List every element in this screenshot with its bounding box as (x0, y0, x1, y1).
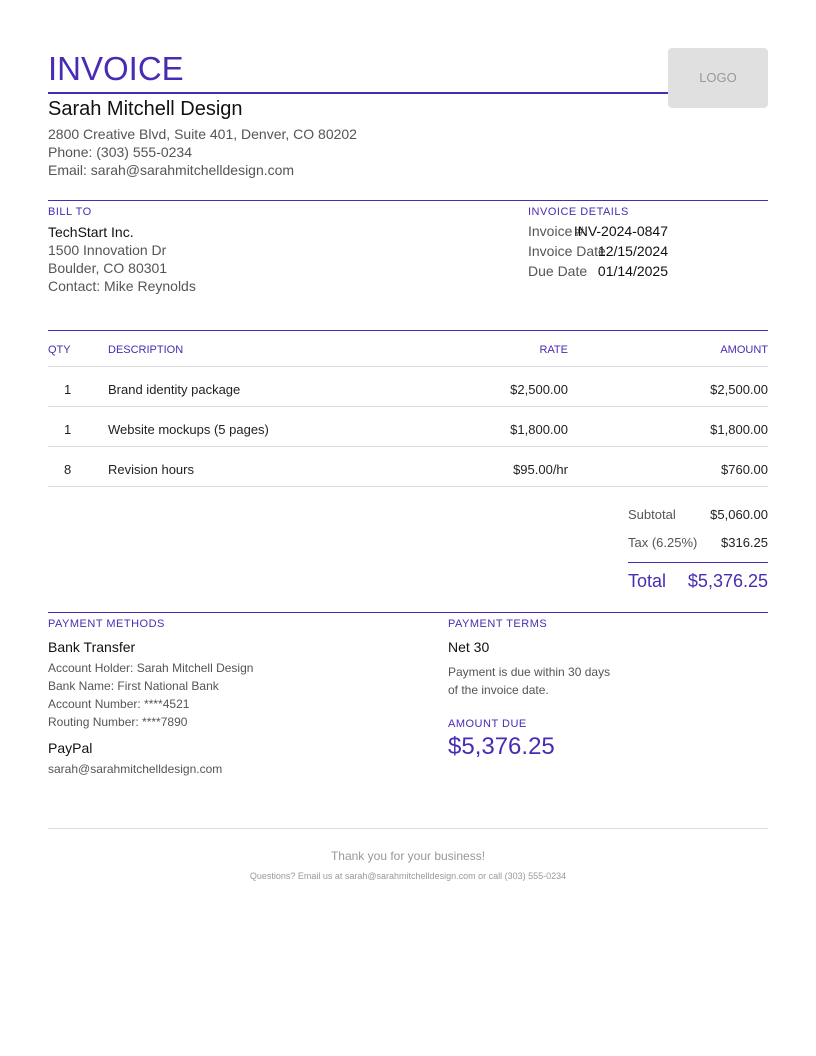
divider (48, 612, 768, 613)
terms-line-2: of the invoice date. (448, 683, 549, 697)
client-name: TechStart Inc. (48, 224, 134, 240)
client-contact: Contact: Mike Reynolds (48, 278, 196, 294)
bank-name: Bank Name: First National Bank (48, 679, 219, 693)
total-label: Total (628, 571, 667, 591)
footer-thanks: Thank you for your business! (330, 849, 486, 863)
paypal-title: PayPal (48, 740, 93, 756)
subtotal-value: $5,060.00 (710, 507, 768, 522)
account-holder: Account Holder: Sarah Mitchell Design (48, 661, 254, 675)
tax-label: Tax (6.25%) (628, 535, 698, 550)
footer-contact: Questions? Email us at sarah@sarahmitchelldesign.com or call (303) 555-0234 (249, 871, 567, 881)
footer-divider (48, 828, 768, 829)
company-name: Sarah Mitchell Design (48, 98, 243, 120)
total-divider (628, 562, 768, 563)
payment-terms-label: PAYMENT TERMS (448, 618, 548, 630)
payment-terms-title: Net 30 (448, 639, 490, 655)
client-address-1: 1500 Innovation Dr (48, 242, 167, 258)
table-row: 8 Revision hours $95.00/hr $760.00 (48, 447, 768, 487)
payment-methods-label: PAYMENT METHODS (48, 618, 165, 630)
invoice-title: INVOICE (48, 50, 184, 87)
subtotal-label: Subtotal (628, 507, 676, 522)
company-phone: Phone: (303) 555-0234 (48, 144, 192, 160)
tax-value: $316.25 (721, 535, 768, 550)
terms-line-1: Payment is due within 30 days (448, 665, 611, 679)
table-row: 1 Brand identity package $2,500.00 $2,500.00 (48, 367, 768, 407)
amount-due-value: $5,376.25 (448, 733, 555, 760)
header-divider (48, 92, 668, 94)
divider (48, 200, 768, 201)
logo-placeholder: LOGO (668, 48, 768, 108)
account-number: Account Number: ****4521 (48, 697, 190, 711)
invoice-details-label: INVOICE DETAILS (528, 206, 629, 218)
table-header: QTY DESCRIPTION RATE AMOUNT (48, 331, 768, 367)
client-address-2: Boulder, CO 80301 (48, 260, 168, 276)
invoice-number: Invoice # INV-2024-0847 (528, 223, 668, 239)
company-address: 2800 Creative Blvd, Suite 401, Denver, CO 80202 (48, 126, 357, 142)
invoice-date: Invoice Date 12/15/2024 (528, 243, 668, 259)
routing-number: Routing Number: ****7890 (48, 715, 188, 729)
amount-due-label: AMOUNT DUE (448, 718, 527, 730)
bank-transfer-title: Bank Transfer (48, 639, 136, 655)
table-row: 1 Website mockups (5 pages) $1,800.00 $1,800.00 (48, 407, 768, 447)
due-date: Due Date 01/14/2025 (528, 263, 668, 279)
bill-to-label: BILL TO (48, 206, 92, 218)
paypal-email: sarah@sarahmitchelldesign.com (48, 762, 223, 776)
company-email: Email: sarah@sarahmitchelldesign.com (48, 162, 295, 178)
total-value: $5,376.25 (687, 571, 768, 591)
